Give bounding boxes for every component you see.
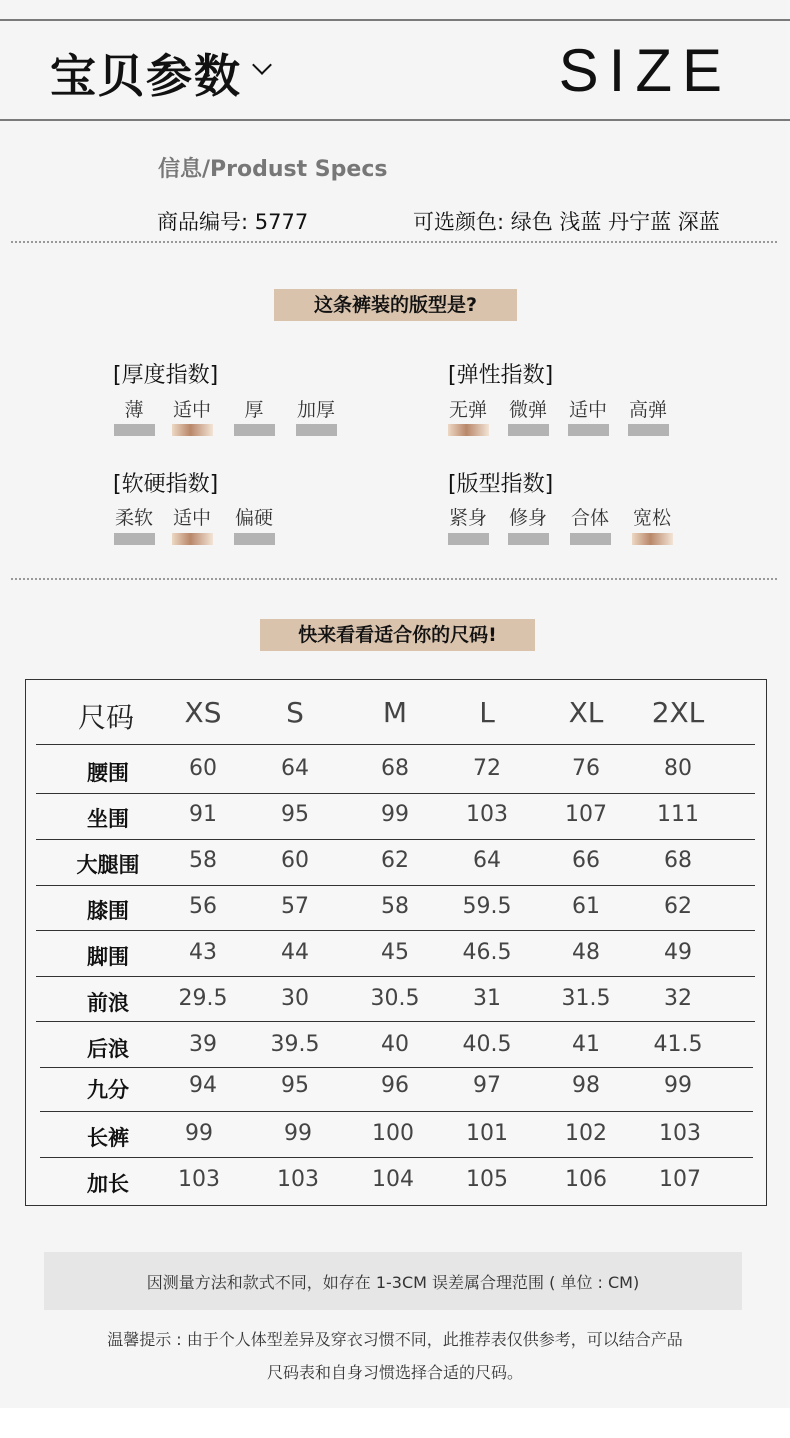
table-cell: 72 [473,756,501,781]
table-cell: 48 [572,940,600,965]
table-cell: 97 [473,1073,501,1098]
table-header-size: XL [568,696,604,729]
table-cell: 62 [664,894,692,919]
index-option: 薄 [124,399,144,421]
header-bottom-rule [0,119,790,121]
table-row-label: 大腿围 [76,853,140,877]
table-cell: 41 [572,1032,600,1057]
page-bottom [0,1408,790,1438]
tip-line-2: 尺码表和自身习惯选择合适的尺码。 [266,1363,523,1382]
table-cell: 103 [659,1121,701,1146]
index-title: [软硬指数] [113,472,219,497]
index-option: 加厚 [296,399,335,421]
table-cell: 102 [565,1121,607,1146]
table-cell: 62 [381,848,409,873]
table-cell: 99 [185,1121,213,1146]
table-cell: 59.5 [462,894,512,919]
index-bar [508,424,549,436]
index-title: [版型指数] [448,472,554,497]
chevron-down-icon [252,55,272,75]
table-cell: 43 [189,940,217,965]
index-option: 偏硬 [234,507,273,529]
table-cell: 80 [664,756,692,781]
index-bar-selected [172,533,213,545]
table-cell: 94 [189,1073,217,1098]
table-cell: 60 [281,848,309,873]
index-option: 适中 [568,399,607,421]
index-bar [234,533,275,545]
table-cell: 91 [189,802,217,827]
table-cell: 64 [281,756,309,781]
table-header-size: L [479,696,495,729]
table-header-size: S [286,696,304,729]
measure-note: 因测量方法和款式不同，如存在 1-3CM 误差属合理范围 ( 单位 : CM) [146,1273,640,1292]
table-cell: 41.5 [653,1032,703,1057]
index-bar-selected [172,424,213,436]
index-bar-selected [632,533,673,545]
table-cell: 103 [466,802,508,827]
divider [11,241,777,243]
index-title: [厚度指数] [113,363,219,388]
index-option: 柔软 [114,507,153,529]
table-cell: 56 [189,894,217,919]
table-cell: 60 [189,756,217,781]
table-cell: 99 [664,1073,692,1098]
index-bar [568,424,609,436]
table-row-label: 前浪 [87,991,129,1015]
table-cell: 76 [572,756,600,781]
table-cell: 99 [284,1121,312,1146]
table-cell: 68 [381,756,409,781]
index-bar [570,533,611,545]
size-heading: SIZE [558,37,732,104]
table-cell: 61 [572,894,600,919]
index-bar [448,533,489,545]
section-title: 宝贝参数 [50,49,242,103]
table-cell: 107 [565,802,607,827]
header-top-rule [0,19,790,21]
index-option: 宽松 [632,507,671,529]
table-cell: 40.5 [462,1032,512,1057]
table-cell: 32 [664,986,692,1011]
table-header-size: XS [184,696,222,729]
fit-banner: 这条裤装的版型是? [274,289,517,321]
table-cell: 58 [381,894,409,919]
table-cell: 31 [473,986,501,1011]
table-row-divider [40,1157,753,1158]
index-option: 无弹 [448,399,487,421]
table-row-divider [36,930,755,931]
table-row-divider [36,839,755,840]
available-colors: 可选颜色: 绿色 浅蓝 丹宁蓝 深蓝 [413,210,720,234]
index-option: 厚 [244,399,264,421]
table-row-divider [36,976,755,977]
divider [11,578,777,580]
tip-line-1: 温馨提示 : 由于个人体型差异及穿衣习惯不同，此推荐表仅供参考，可以结合产品 [107,1330,683,1349]
index-option: 合体 [570,507,609,529]
table-row-label: 九分 [87,1078,129,1102]
table-cell: 68 [664,848,692,873]
table-cell: 95 [281,1073,309,1098]
table-cell: 96 [381,1073,409,1098]
table-cell: 105 [466,1167,508,1192]
index-option: 适中 [172,399,211,421]
index-option: 微弹 [508,399,547,421]
table-cell: 49 [664,940,692,965]
table-cell: 103 [277,1167,319,1192]
table-cell: 103 [178,1167,220,1192]
table-row-label: 腰围 [87,761,129,785]
table-row-label: 后浪 [87,1037,129,1061]
table-cell: 57 [281,894,309,919]
index-bar [114,533,155,545]
size-banner: 快来看看适合你的尺码! [260,619,535,651]
table-row-divider [36,744,755,745]
table-row-label: 坐围 [87,807,129,831]
table-cell: 66 [572,848,600,873]
table-cell: 30 [281,986,309,1011]
table-row-divider [40,1111,753,1112]
index-option: 紧身 [448,507,487,529]
item-number: 商品编号: 5777 [157,210,309,234]
index-bar [234,424,275,436]
table-row-divider [36,1021,755,1022]
info-heading: 信息/Produst Specs [158,157,388,182]
table-row-divider [40,1067,753,1068]
table-cell: 39.5 [270,1032,320,1057]
table-cell: 44 [281,940,309,965]
table-cell: 95 [281,802,309,827]
index-bar [508,533,549,545]
table-cell: 29.5 [178,986,228,1011]
index-bar-selected [448,424,489,436]
table-cell: 30.5 [370,986,420,1011]
table-cell: 64 [473,848,501,873]
table-row-divider [36,885,755,886]
index-option: 修身 [508,507,547,529]
table-row-divider [36,793,755,794]
table-cell: 58 [189,848,217,873]
table-cell: 31.5 [561,986,611,1011]
index-option: 适中 [172,507,211,529]
table-cell: 98 [572,1073,600,1098]
table-header-size: 2XL [651,696,705,729]
table-cell: 106 [565,1167,607,1192]
index-bar [628,424,669,436]
table-cell: 100 [372,1121,414,1146]
table-row-label: 膝围 [87,899,129,923]
table-cell: 99 [381,802,409,827]
table-cell: 101 [466,1121,508,1146]
table-cell: 40 [381,1032,409,1057]
table-cell: 104 [372,1167,414,1192]
table-cell: 45 [381,940,409,965]
index-option: 高弹 [628,399,667,421]
table-row-label: 脚围 [87,945,129,969]
index-title: [弹性指数] [448,363,554,388]
index-bar [114,424,155,436]
table-cell: 111 [657,802,699,827]
index-bar [296,424,337,436]
table-header-label: 尺码 [77,701,134,734]
table-cell: 46.5 [462,940,512,965]
table-cell: 107 [659,1167,701,1192]
table-cell: 39 [189,1032,217,1057]
table-row-label: 长裤 [87,1126,129,1150]
table-header-size: M [382,696,408,729]
table-row-label: 加长 [87,1172,129,1196]
